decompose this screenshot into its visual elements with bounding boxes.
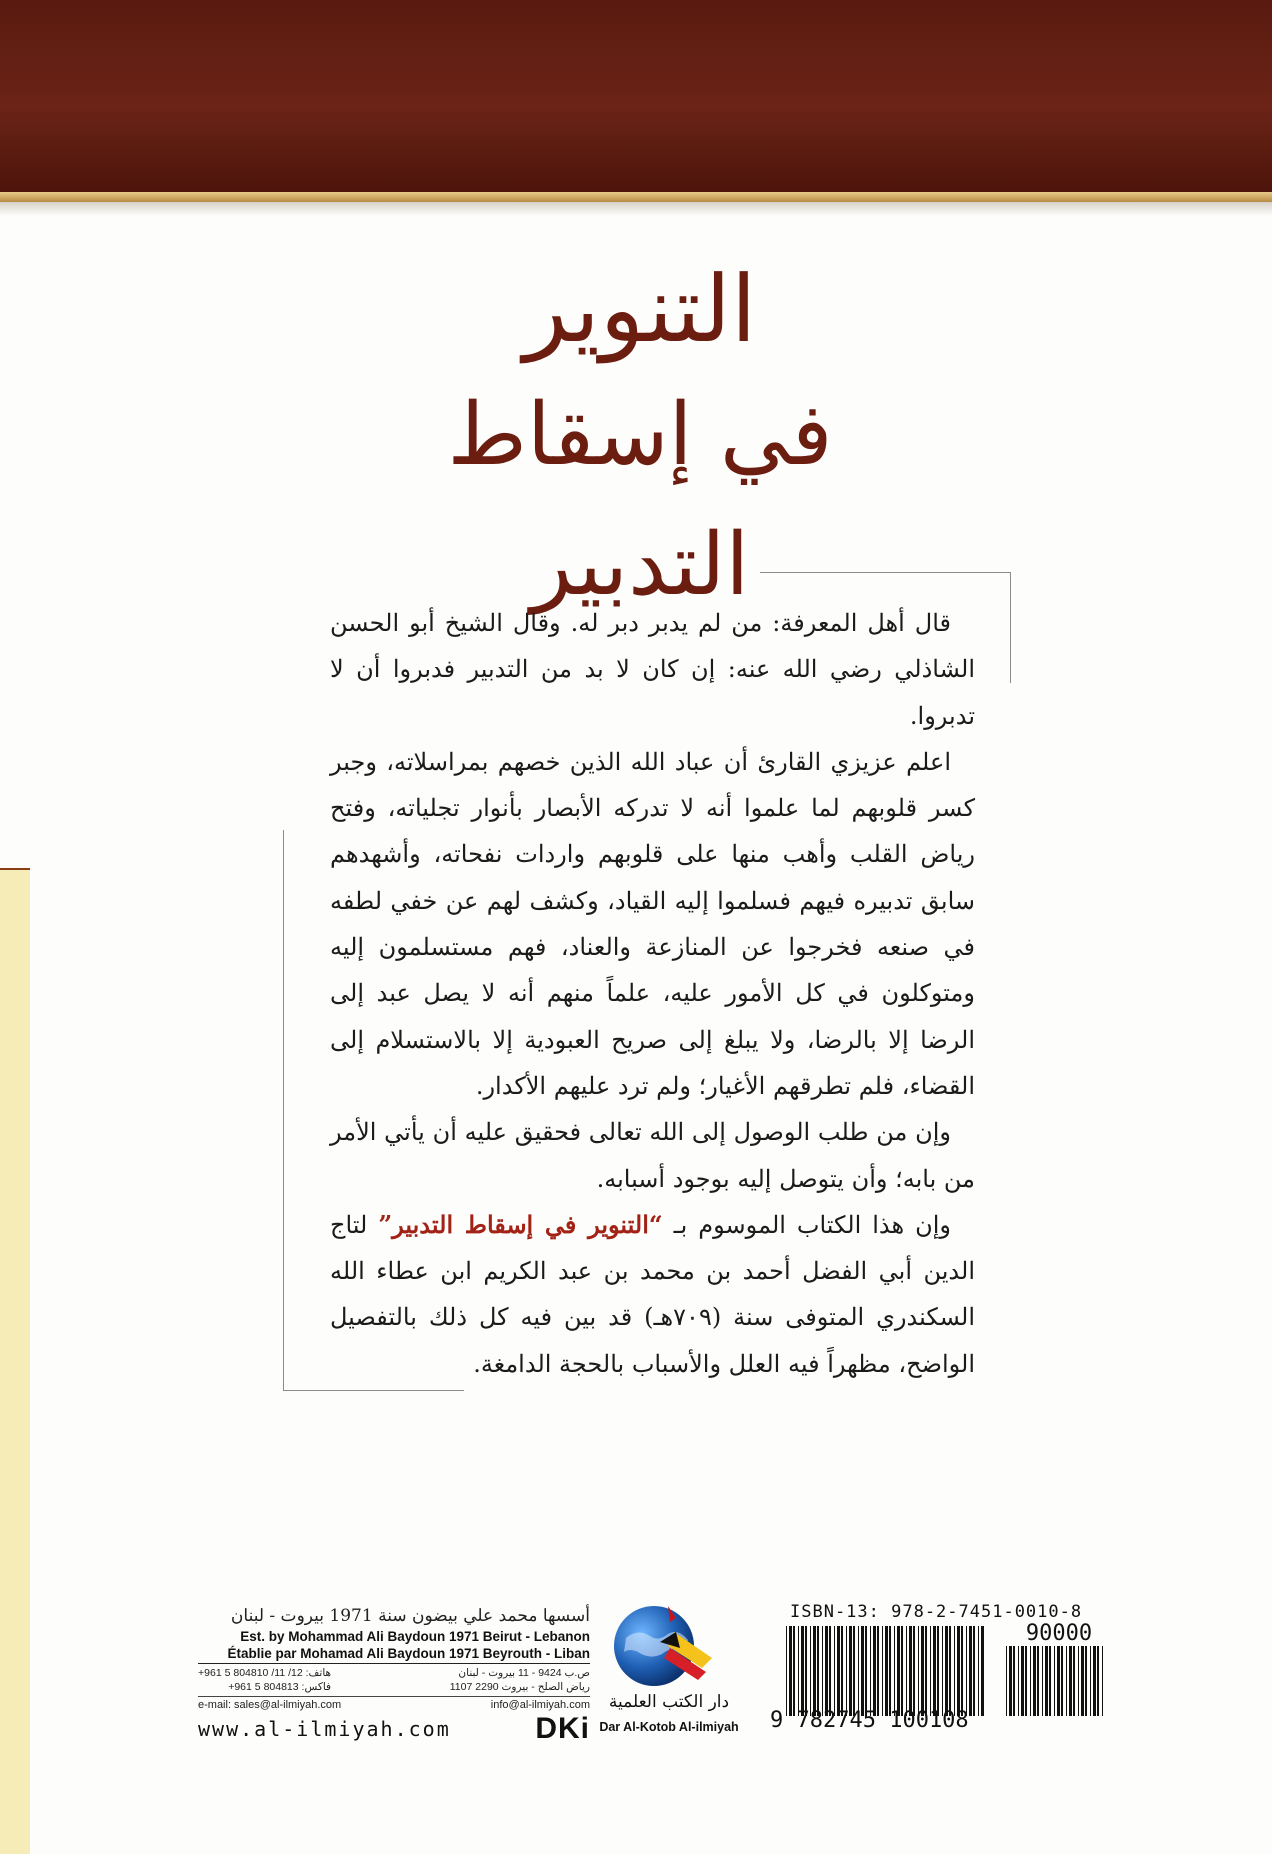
- publisher-contacts: [198, 1666, 590, 1694]
- isbn-label: ISBN-13: 978-2-7451-0010-8: [790, 1602, 1083, 1622]
- barcode-bar: [861, 1626, 864, 1716]
- barcode-bar: [913, 1626, 915, 1716]
- publisher-email-info: info@al-ilmiyah.com: [490, 1699, 590, 1711]
- barcode-bar: [1054, 1646, 1055, 1716]
- divider-shadow: [0, 202, 1272, 216]
- barcode-bar: [894, 1626, 895, 1716]
- book-title-line1: التنوير: [523, 256, 757, 363]
- barcode-bar: [954, 1626, 955, 1716]
- blurb-paragraph-2: اعلم عزيزي القارئ أن عباد الله الذين خصهم بمراسلاته، وجبر كسر قلوبهم لما علموا أنه لا تدركه الأبصار بأنوار تجلياته، وفتح رياض القلب وأهب منها على قلوبهم واردات نفحاته، وأشهدهم سابق تدبيره فيهم فسلموا إليه القياد، وكشف لهم عن خفي لطفه في صنعه فخرجوا عن المنازعة والعناد، فهم مستسلمون إليه ومتوكلون في كل الأمور عليه، علماً منهم أنه لا يصل عبد إلى الرضا إلا بالرضا، ولا يبلغ إلى صريح العبودية إلا بالاستسلام إلى القضاء، فلم تطرقهم الأغيار؛ ولم ترد عليهم الأكدار.: [330, 747, 975, 1100]
- barcode-bar: [949, 1626, 951, 1716]
- top-color-band: [0, 0, 1272, 192]
- barcode-bar: [945, 1626, 948, 1716]
- barcode-bar: [822, 1626, 823, 1716]
- barcode-addon-icon: [1006, 1646, 1106, 1716]
- barcode-bar: [870, 1626, 871, 1716]
- barcode-bar: [1078, 1646, 1079, 1716]
- publisher-riad: رياض الصلح - بيروت 2290 1107: [449, 1681, 590, 1693]
- side-strip: [0, 870, 30, 1854]
- barcode-bar: [1090, 1646, 1091, 1716]
- publisher-logo: [598, 1588, 740, 1748]
- publisher-address: [450, 1666, 590, 1694]
- barcode-bar: [1097, 1646, 1099, 1716]
- barcode-bar: [921, 1626, 924, 1716]
- book-title-line2: في إسقاط التدبير: [447, 385, 833, 615]
- isbn-addon-number: 90000: [1025, 1621, 1093, 1646]
- barcode-bar: [873, 1626, 876, 1716]
- barcode-bar: [961, 1626, 963, 1716]
- barcode-bar: [810, 1626, 811, 1716]
- barcode-bar: [906, 1626, 907, 1716]
- publisher-established-english: Est. by Mohammad Ali Baydoun 1971 Beirut - Lebanon: [240, 1629, 590, 1644]
- publisher-name-english: Dar Al-Kotob Al-ilmiyah: [599, 1720, 739, 1734]
- barcode-bar: [1006, 1646, 1007, 1716]
- barcode-bar: [942, 1626, 943, 1716]
- barcode-bar: [1102, 1646, 1103, 1716]
- publisher-phone-fax: [198, 1666, 331, 1694]
- barcode-bar: [937, 1626, 939, 1716]
- blurb-text: لتاج الدين أبي الفضل أحمد بن محمد بن عبد الكريم ابن عطاء الله السكندري المتوفى سنة (٧٠٩هـ) قد بين فيه كل ذلك بالتفصيل الواضح، مظهراً فيه العلل والأسباب بالحجة الدامغة.: [330, 1210, 975, 1378]
- publisher-founded-arabic: أسسها محمد علي بيضون سنة 1971 بيروت - لبنان: [230, 1606, 590, 1626]
- barcode-bar: [957, 1626, 960, 1716]
- barcode-bar: [829, 1626, 831, 1716]
- barcode-bar: [877, 1626, 879, 1716]
- barcode-bar: [1009, 1646, 1012, 1716]
- barcode-bar: [930, 1626, 931, 1716]
- barcode-bar: [841, 1626, 843, 1716]
- barcode-bar: [918, 1626, 919, 1716]
- barcode-bar: [978, 1626, 979, 1716]
- publisher-fax: فاكس: 804813 5 961+: [228, 1681, 332, 1693]
- barcode-bar: [1057, 1646, 1060, 1716]
- barcode-bar: [981, 1626, 984, 1716]
- barcode-bar: [865, 1626, 867, 1716]
- barcode-bar: [1061, 1646, 1063, 1716]
- barcode-bar: [1021, 1646, 1024, 1716]
- barcode-bar: [789, 1626, 792, 1716]
- barcode-bar: [858, 1626, 859, 1716]
- barcode-bar: [973, 1626, 975, 1716]
- barcode-bar: [925, 1626, 927, 1716]
- barcode-bar: [889, 1626, 891, 1716]
- publisher-web-row: [198, 1714, 590, 1744]
- publisher-email-sales: e-mail: sales@al-ilmiyah.com: [198, 1699, 342, 1711]
- barcode-bar: [885, 1626, 888, 1716]
- barcode-bar: [897, 1626, 900, 1716]
- barcode-bar: [1066, 1646, 1067, 1716]
- barcode-bar: [1093, 1646, 1096, 1716]
- barcode-bar: [1013, 1646, 1015, 1716]
- barcode-bar: [849, 1626, 852, 1716]
- barcode-bar: [834, 1626, 835, 1716]
- blurb-paragraph-1: قال أهل المعرفة: من لم يدبر دبر له. وقال الشيخ أبو الحسن الشاذلي رضي الله عنه: إن كان لا بد من التدبير فدبروا أن لا تدبروا.: [330, 609, 975, 730]
- barcode-bar: [1069, 1646, 1072, 1716]
- blurb: [330, 600, 975, 1387]
- barcode-bar: [1081, 1646, 1084, 1716]
- barcode-bar: [933, 1626, 936, 1716]
- barcode-bar: [817, 1626, 819, 1716]
- globe-logo-icon: [598, 1588, 740, 1692]
- barcode-bar: [1042, 1646, 1043, 1716]
- barcode-bar: [1018, 1646, 1019, 1716]
- blurb-paragraph-3: وإن من طلب الوصول إلى الله تعالى فحقيق عليه أن يأتي الأمر من بابه؛ وأن يتوصل إليه بوجود أسبابه.: [330, 1118, 975, 1193]
- barcode-bar: [1037, 1646, 1039, 1716]
- barcode-bar: [969, 1626, 972, 1716]
- barcode-bar: [1085, 1646, 1087, 1716]
- book-title-reference: “التنوير في إسقاط التدبير”: [378, 1209, 663, 1239]
- barcode-bar: [1033, 1646, 1036, 1716]
- barcode-bar: [901, 1626, 903, 1716]
- barcode-bar: [805, 1626, 807, 1716]
- barcode-bar: [853, 1626, 855, 1716]
- barcode-bar: [1073, 1646, 1075, 1716]
- barcode-bar: [1045, 1646, 1048, 1716]
- barcode-bar: [837, 1626, 840, 1716]
- book-title: [380, 250, 900, 615]
- barcode-bar: [1030, 1646, 1031, 1716]
- barcode-bar: [1049, 1646, 1051, 1716]
- blurb-paragraph-4: [330, 1202, 975, 1387]
- barcode-bar: [1025, 1646, 1027, 1716]
- blurb-text: وإن هذا الكتاب الموسوم بـ: [662, 1210, 951, 1239]
- barcode-bar: [801, 1626, 804, 1716]
- publisher-emails: [198, 1696, 590, 1712]
- barcode-bar: [909, 1626, 912, 1716]
- barcode-bar: [813, 1626, 816, 1716]
- barcode-bar: [825, 1626, 828, 1716]
- publisher-website: www.al-ilmiyah.com: [198, 1717, 451, 1741]
- barcode-icon: [786, 1626, 984, 1716]
- barcode-bar: [793, 1626, 795, 1716]
- barcode-bar: [786, 1626, 787, 1716]
- barcode-bar: [966, 1626, 967, 1716]
- barcode-bar: [882, 1626, 883, 1716]
- publisher-phone: هاتف: 12/ 11/ 804810 5 961+: [198, 1667, 332, 1679]
- gold-divider-line: [0, 192, 1272, 202]
- publisher-pobox: ص.ب 9424 - 11 بيروت - لبنان: [458, 1667, 590, 1679]
- publisher-name-arabic: دار الكتب العلمية: [608, 1692, 730, 1712]
- barcode-bar: [846, 1626, 847, 1716]
- dki-logo: DKi: [535, 1712, 590, 1745]
- publisher-info: [198, 1604, 590, 1754]
- barcode-bar: [798, 1626, 799, 1716]
- publisher-established-french: Établie par Mohamad Ali Baydoun 1971 Beyrouth - Liban: [198, 1645, 590, 1664]
- barcode-digits: 9 782745 100108: [770, 1708, 969, 1733]
